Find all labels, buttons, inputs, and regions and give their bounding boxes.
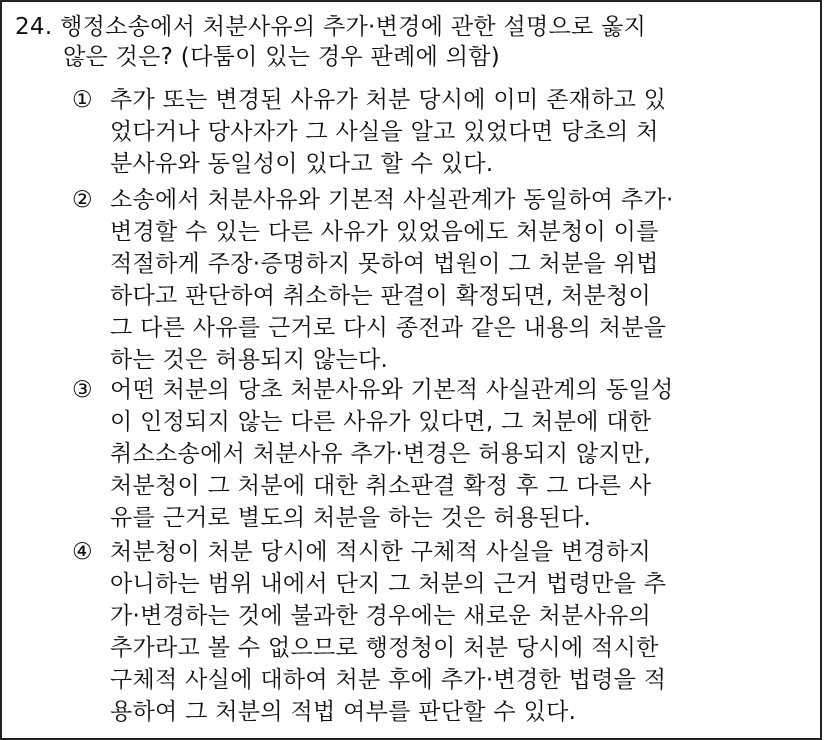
option-4-line-6: 용하여 그 처분의 적법 여부를 판단할 수 있다. [110, 699, 577, 725]
option-4-line-4: 추가라고 볼 수 없으므로 행정청이 처분 당시에 적시한 [110, 635, 659, 661]
option-1[interactable] [72, 84, 772, 180]
question-stem-line-1: 24. 행정소송에서 처분사유의 추가·변경에 관한 설명으로 옳지 [15, 14, 647, 40]
option-3[interactable] [72, 374, 772, 534]
option-2-number: ② [72, 187, 93, 213]
option-1-line-2: 었다거나 당사자가 그 사실을 알고 있었다면 당초의 처 [110, 119, 659, 145]
question-stem-line-2: 않은 것은? (다툼이 있는 경우 판례에 의함) [63, 44, 501, 70]
option-2-line-2: 변경할 수 있는 다른 사유가 있었음에도 처분청이 이를 [110, 219, 659, 245]
option-1-number: ① [72, 87, 93, 113]
option-3-number: ③ [72, 377, 93, 403]
option-1-line-1: 추가 또는 변경된 사유가 처분 당시에 이미 존재하고 있 [110, 87, 667, 113]
option-2-line-1: 소송에서 처분사유와 기본적 사실관계가 동일하여 추가· [110, 187, 674, 213]
question-stem [15, 12, 795, 72]
option-4-number: ④ [72, 539, 93, 565]
option-2-line-3: 적절하게 주장·증명하지 못하여 법원이 그 처분을 위법 [110, 251, 659, 277]
option-3-line-2: 이 인정되지 않는 다른 사유가 있다면, 그 처분에 대한 [110, 409, 652, 435]
option-2-line-6: 하는 것은 허용되지 않는다. [110, 347, 389, 373]
option-4-line-1: 처분청이 처분 당시에 적시한 구체적 사실을 변경하지 [110, 539, 652, 565]
option-3-line-5: 유를 근거로 별도의 처분을 하는 것은 허용된다. [110, 505, 592, 531]
option-1-line-3: 분사유와 동일성이 있다고 할 수 있다. [110, 151, 494, 177]
option-4-line-3: 가·변경하는 것에 불과한 경우에는 새로운 처분사유의 [110, 603, 652, 629]
option-3-line-3: 취소소송에서 처분사유 추가·변경은 허용되지 않지만, [110, 441, 652, 467]
option-4-line-5: 구체적 사실에 대하여 처분 후에 추가·변경한 법령을 적 [110, 667, 667, 693]
option-4[interactable] [72, 536, 772, 728]
option-2-line-4: 하다고 판단하여 취소하는 판결이 확정되면, 처분청이 [110, 283, 652, 309]
option-2-line-5: 그 다른 사유를 근거로 다시 종전과 같은 내용의 처분을 [110, 315, 667, 341]
option-4-line-2: 아니하는 범위 내에서 단지 그 처분의 근거 법령만을 추 [110, 571, 667, 597]
option-3-line-1: 어떤 처분의 당초 처분사유와 기본적 사실관계의 동일성 [110, 377, 674, 403]
option-3-line-4: 처분청이 그 처분에 대한 취소판결 확정 후 그 다른 사 [110, 473, 652, 499]
option-2[interactable] [72, 184, 772, 376]
